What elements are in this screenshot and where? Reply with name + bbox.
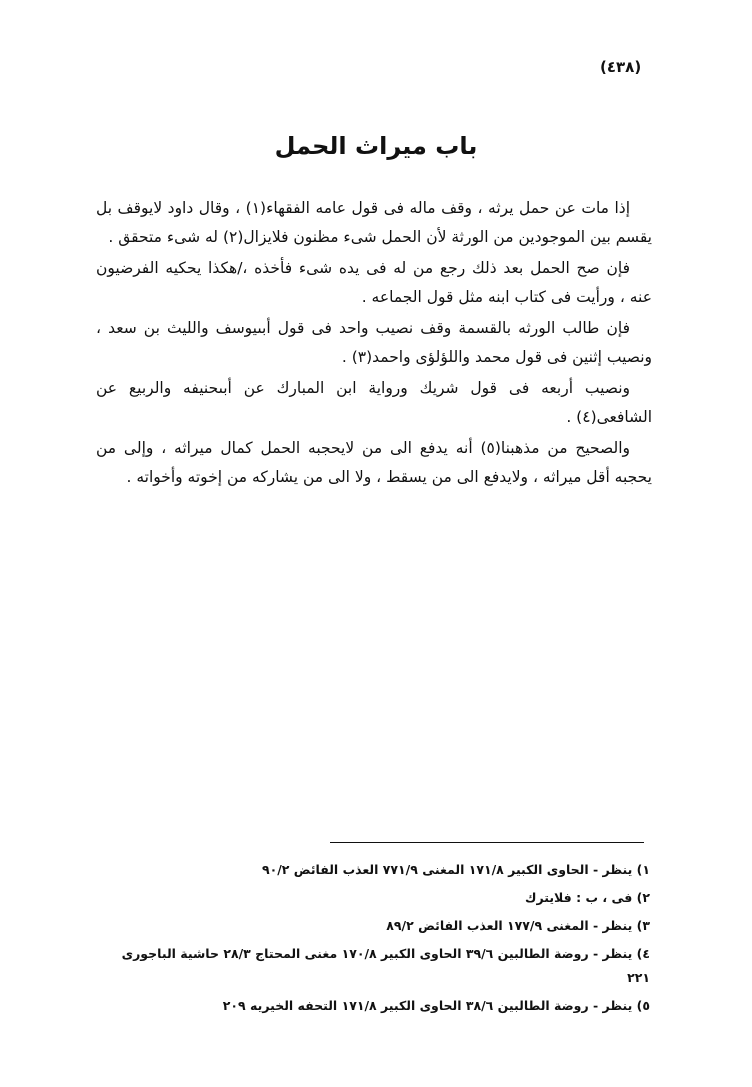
paragraph: ونصيب أربعه فى قول شريك ورواية ابن المبارك عن أبىحنيفه والربيع عن الشافعى(٤) . (96, 379, 652, 426)
paragraph: إذا مات عن حمل يرثه ، وقف ماله فى قول عامه الفقهاء(١) ، وقال داود لايوقف بل يقسم بين الموجودين من الورثة لأن الحمل شىء مظنون فلايزال(٢) له شىء متحقق . (96, 199, 652, 246)
footnote: ٢) فى ، ب : فلايترك (525, 890, 650, 905)
footnote: ٣) ينظر - المغنى ١٧٧/٩ العذب الفائض ٨٩/٢ (386, 918, 650, 933)
footnote: ٤) ينظر - روضة الطالبين ٣٩/٦ الحاوى الكبير ١٧٠/٨ مغنى المحتاج ٢٨/٣ حاشية الباجورى ٢٢١ (121, 946, 650, 985)
body-text (96, 194, 652, 494)
footnote: ٥) ينظر - روضة الطالبين ٣٨/٦ الحاوى الكبير ١٧١/٨ التحفه الخيريه ٢٠٩ (222, 998, 650, 1013)
paragraph: فإن صح الحمل بعد ذلك رجع من له فى يده شىء فأخذه ،/هكذا يحكيه الفرضيون عنه ، ورأيت فى كتاب ابنه مثل قول الجماعه . (96, 259, 652, 306)
chapter-title: باب ميراث الحمل (274, 132, 478, 160)
paragraph: فإن طالب الورثه بالقسمة وقف نصيب واحد فى قول أبىيوسف والليث بن سعد ، ونصيب إثنين فى قول محمد واللؤلؤى واحمد(٣) . (96, 319, 652, 366)
footnote: ١) ينظر - الحاوى الكبير ١٧١/٨ المغنى ٧٧١/٩ العذب الفائض ٩٠/٢ (261, 862, 650, 877)
page-number: (٤٣٨) (600, 58, 642, 76)
paragraph: والصحيح من مذهبنا(٥) أنه يدفع الى من لايحجبه الحمل كمال ميراثه ، وإلى من يحجبه أقل ميراثه ، ولايدفع الى من يسقط ، ولا الى من يشاركه من إخوته وأخواته . (96, 439, 652, 486)
footnote-separator (330, 842, 644, 843)
footnotes (98, 858, 650, 1022)
